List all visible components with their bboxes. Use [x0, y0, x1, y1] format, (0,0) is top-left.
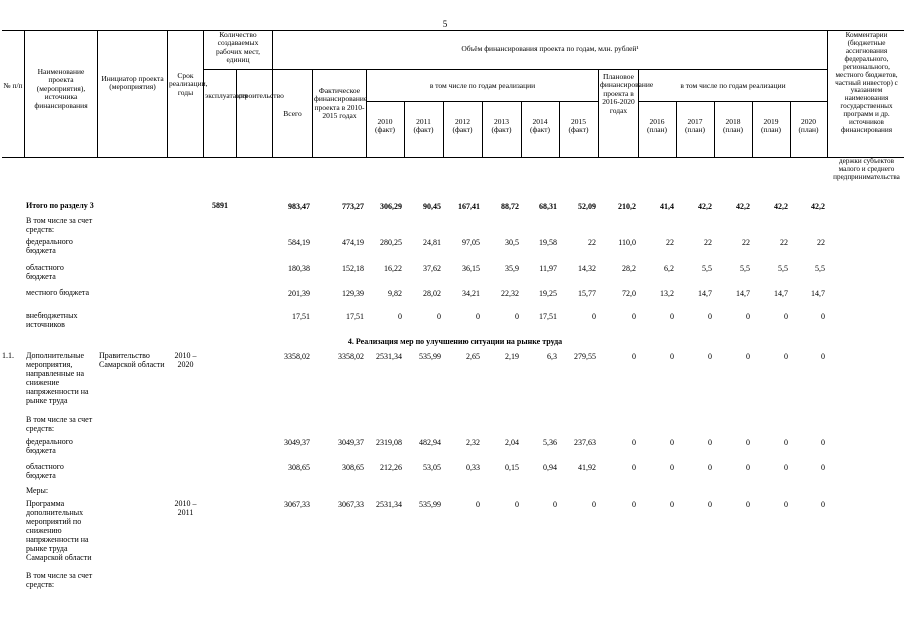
row-value: 42,2 [698, 202, 712, 211]
header-jobs-build: строительство [238, 91, 284, 100]
header-bottom-border [2, 157, 904, 158]
row-value: 237,63 [574, 438, 596, 447]
header-incl-years: в том числе по годам реализации [429, 81, 536, 90]
col-sep [827, 30, 828, 157]
year-type: (факт) [452, 125, 473, 135]
row-value: 110,0 [618, 238, 636, 247]
year-type: (план) [798, 125, 819, 135]
col-sep [24, 30, 25, 157]
row-value: 0 [515, 312, 519, 321]
row-value: 6,2 [664, 264, 674, 273]
row-value: 3067,33 [284, 500, 310, 509]
row-value: 0 [746, 312, 750, 321]
row-value: 11,97 [539, 264, 557, 273]
row-value: 983,47 [288, 202, 310, 211]
row-value: 0 [592, 312, 596, 321]
row-value: 97,05 [462, 238, 480, 247]
row-value: 53,05 [423, 463, 441, 472]
row-value: 0 [398, 312, 402, 321]
row-value: 22 [666, 238, 674, 247]
row-value: 22 [817, 238, 825, 247]
row-value: 0 [553, 500, 557, 509]
row-value: 308,65 [342, 463, 364, 472]
page-number: 5 [442, 19, 448, 29]
row-value: 0 [821, 312, 825, 321]
row-value: 0 [746, 352, 750, 361]
row-number: 1.1. [2, 351, 14, 360]
row-value: 22 [704, 238, 712, 247]
col-sep [236, 69, 237, 157]
row-value: 210,2 [618, 202, 636, 211]
year-type: (факт) [568, 125, 589, 135]
row-value: 30,5 [505, 238, 519, 247]
year-header-2019 [753, 118, 789, 135]
row-value: 41,4 [660, 202, 674, 211]
row-value: 535,99 [419, 352, 441, 361]
col-sep [366, 69, 367, 157]
year-label: 2017 [687, 117, 703, 126]
col-sep [203, 30, 204, 157]
year-header-2010 [367, 118, 403, 135]
row-value: 90,45 [423, 202, 441, 211]
header-name: Наименование проекта (мероприятия), источника финансирования [34, 67, 88, 110]
row-value: 5,36 [543, 438, 557, 447]
row-value: 42,2 [736, 202, 750, 211]
col-sep [312, 69, 313, 157]
row-value: 2319,08 [376, 438, 402, 447]
row-value: 212,26 [380, 463, 402, 472]
row-value: 24,81 [423, 238, 441, 247]
row-value: 2531,34 [376, 352, 402, 361]
row-value: 68,31 [539, 202, 557, 211]
row-value: 0 [821, 352, 825, 361]
year-label: 2010 [377, 117, 393, 126]
row-value: 35,9 [505, 264, 519, 273]
year-header-2012 [444, 118, 481, 135]
row-value: 14,7 [736, 289, 750, 298]
row-value: 129,39 [342, 289, 364, 298]
row-value: 16,22 [384, 264, 402, 273]
row-value: 0,94 [543, 463, 557, 472]
row-value: 22 [780, 238, 788, 247]
row-value: 6,3 [547, 352, 557, 361]
row-value: 535,99 [419, 500, 441, 509]
year-label: 2015 [571, 117, 586, 126]
header-funding: Объём финансирования проекта по годам, млн. рублей¹ [461, 44, 639, 53]
row-value: 0 [708, 312, 712, 321]
year-type: (план) [760, 125, 782, 135]
row-value: 2,32 [466, 438, 480, 447]
year-header-2015 [560, 118, 597, 135]
row-value: 0 [784, 500, 788, 509]
comment-continuation: держки субъектов малого и среднего предпринимательства [833, 157, 900, 181]
row-value: 0 [821, 438, 825, 447]
year-header-2017 [677, 118, 713, 135]
row-value: 0 [670, 352, 674, 361]
row-value: 180,38 [288, 264, 310, 273]
year-type: (факт) [529, 125, 550, 135]
row-value: 9,82 [388, 289, 402, 298]
year-label: 2019 [763, 117, 779, 126]
header-actual-total: Фактическое финансирование проекта в 2010-2015 годах [314, 86, 368, 121]
row-value: 0 [632, 463, 636, 472]
header-rule-3b [638, 101, 827, 102]
col-sep [167, 30, 168, 157]
year-header-2011 [405, 118, 442, 135]
row-name: местного бюджета [26, 288, 90, 297]
year-label: 2011 [416, 117, 431, 126]
row-value: 0 [821, 463, 825, 472]
row-value: 0,33 [466, 463, 480, 472]
header-jobs-expl: эксплуатация [205, 91, 248, 100]
row-name: федерального бюджета [26, 437, 73, 455]
year-label: 2018 [725, 117, 741, 126]
year-type: (факт) [491, 125, 512, 135]
row-value: 13,2 [660, 289, 674, 298]
row-value: 2,65 [466, 352, 480, 361]
row-value: 41,92 [578, 463, 596, 472]
row-value: 34,21 [462, 289, 480, 298]
row-value: 0 [476, 500, 480, 509]
row-value: 0 [746, 463, 750, 472]
col-sep [97, 30, 98, 157]
row-value: 0 [632, 352, 636, 361]
year-type: (план) [684, 125, 706, 135]
year-label: 2020 [801, 117, 816, 126]
row-value: 152,18 [342, 264, 364, 273]
row-value: 0 [708, 438, 712, 447]
row-value: 3358,02 [284, 352, 310, 361]
row-name: областного бюджета [26, 263, 64, 281]
year-header-2016 [639, 118, 675, 135]
row-value: 14,7 [774, 289, 788, 298]
row-jobs: 5891 [212, 201, 228, 210]
row-name: В том числе за счет средств: [26, 216, 93, 234]
header-rule-2 [203, 69, 827, 70]
row-value: 5,5 [778, 264, 788, 273]
header-incl-years-2: в том числе по годам реализации [680, 81, 786, 90]
year-label: 2012 [455, 117, 470, 126]
row-value: 0 [784, 312, 788, 321]
year-type: (факт) [413, 125, 434, 135]
year-header-2020 [791, 118, 826, 135]
header-comments: Комментарии (бюджетные ассигнования федерального, регионального, местного бюджетов, частный инвестор) с указанием наименования государственных программ и др. источников финансирования [835, 31, 898, 135]
row-value: 0 [592, 500, 596, 509]
row-value: 482,94 [419, 438, 441, 447]
row-value: 0 [437, 312, 441, 321]
row-value: 0 [821, 500, 825, 509]
row-value: 0 [708, 463, 712, 472]
row-value: 0 [632, 500, 636, 509]
table-top-border [2, 30, 904, 31]
row-value: 19,25 [539, 289, 557, 298]
row-value: 3049,37 [338, 438, 364, 447]
year-label: 2016 [649, 117, 665, 126]
row-value: 584,19 [288, 238, 310, 247]
row-value: 0 [746, 500, 750, 509]
row-value: 773,27 [342, 202, 364, 211]
section-4-title: 4. Реализация мер по улучшению ситуации на рынке труда [347, 337, 563, 346]
row-value: 42,2 [774, 202, 788, 211]
header-jobs: Количество создаваемых рабочих мест, единиц [215, 30, 261, 65]
row-value: 0 [670, 438, 674, 447]
row-value: 28,2 [622, 264, 636, 273]
year-label: 2013 [494, 117, 509, 126]
row-value: 3049,37 [284, 438, 310, 447]
row-value: 36,15 [462, 264, 480, 273]
header-planned: Плановое финансирование проекта в 2016-2020 годах [600, 72, 654, 115]
year-type: (факт) [374, 125, 395, 135]
row-value: 0 [746, 438, 750, 447]
row-value: 22 [588, 238, 596, 247]
row-value: 52,09 [578, 202, 596, 211]
row-name: Итого по разделу 3 [26, 201, 94, 210]
row-value: 72,0 [622, 289, 636, 298]
row-value: 0 [515, 500, 519, 509]
row-term: 2010 – 2020 [174, 351, 197, 369]
row-value: 3067,33 [338, 500, 364, 509]
row-value: 0 [708, 500, 712, 509]
row-value: 0 [670, 500, 674, 509]
header-no: № п/п [3, 81, 23, 90]
row-value: 0 [784, 463, 788, 472]
row-value: 308,65 [288, 463, 310, 472]
row-value: 0 [670, 312, 674, 321]
row-value: 306,29 [380, 202, 402, 211]
row-name: областного бюджета [26, 462, 64, 480]
row-value: 0,15 [505, 463, 519, 472]
row-value: 17,51 [346, 312, 364, 321]
row-value: 279,55 [574, 352, 596, 361]
row-value: 0 [784, 438, 788, 447]
row-value: 201,39 [288, 289, 310, 298]
row-value: 0 [784, 352, 788, 361]
year-header-2014 [522, 118, 558, 135]
year-label: 2014 [532, 117, 548, 126]
header-total: Всего [283, 109, 302, 118]
row-value: 17,51 [292, 312, 310, 321]
row-term: 2010 – 2011 [174, 499, 197, 517]
row-value: 0 [708, 352, 712, 361]
row-value: 2531,34 [376, 500, 402, 509]
row-name: федерального бюджета [26, 237, 73, 255]
row-value: 2,19 [505, 352, 519, 361]
year-type: (план) [646, 125, 668, 135]
row-value: 280,25 [380, 238, 402, 247]
row-value: 14,32 [578, 264, 596, 273]
year-header-2013 [483, 118, 520, 135]
row-name: Программа дополнительных мероприятий по снижению напряженности на рынке труда Самарской области [26, 499, 92, 562]
row-value: 22,32 [501, 289, 519, 298]
row-value: 17,51 [539, 312, 557, 321]
row-name: внебюджетных источников [26, 311, 78, 329]
row-value: 474,19 [342, 238, 364, 247]
row-value: 0 [632, 312, 636, 321]
row-value: 5,5 [702, 264, 712, 273]
row-value: 0 [670, 463, 674, 472]
row-name: Меры: [26, 486, 49, 495]
row-name: В том числе за счет средств: [26, 571, 93, 589]
row-value: 15,77 [578, 289, 596, 298]
row-value: 167,41 [458, 202, 480, 211]
row-value: 88,72 [501, 202, 519, 211]
year-type: (план) [722, 125, 744, 135]
row-value: 5,5 [815, 264, 825, 273]
row-name: В том числе за счет средств: [26, 415, 93, 433]
header-term: Срок реализации, годы [169, 71, 208, 97]
row-value: 2,04 [505, 438, 519, 447]
row-value: 14,7 [698, 289, 712, 298]
header-initiator: Инициатор проекта (мероприятия) [101, 74, 164, 92]
row-value: 0 [476, 312, 480, 321]
row-value: 0 [632, 438, 636, 447]
row-value: 28,02 [423, 289, 441, 298]
row-value: 22 [742, 238, 750, 247]
row-value: 3358,02 [338, 352, 364, 361]
row-initiator: Правительство Самарской области [99, 351, 165, 369]
row-value: 42,2 [811, 202, 825, 211]
row-name: Дополнительные мероприятия, направленные на снижение напряженности на рынке труда [26, 351, 89, 405]
row-value: 37,62 [423, 264, 441, 273]
row-value: 5,5 [740, 264, 750, 273]
row-value: 14,7 [811, 289, 825, 298]
col-sep [598, 69, 599, 157]
row-value: 19,58 [539, 238, 557, 247]
year-header-2018 [715, 118, 751, 135]
